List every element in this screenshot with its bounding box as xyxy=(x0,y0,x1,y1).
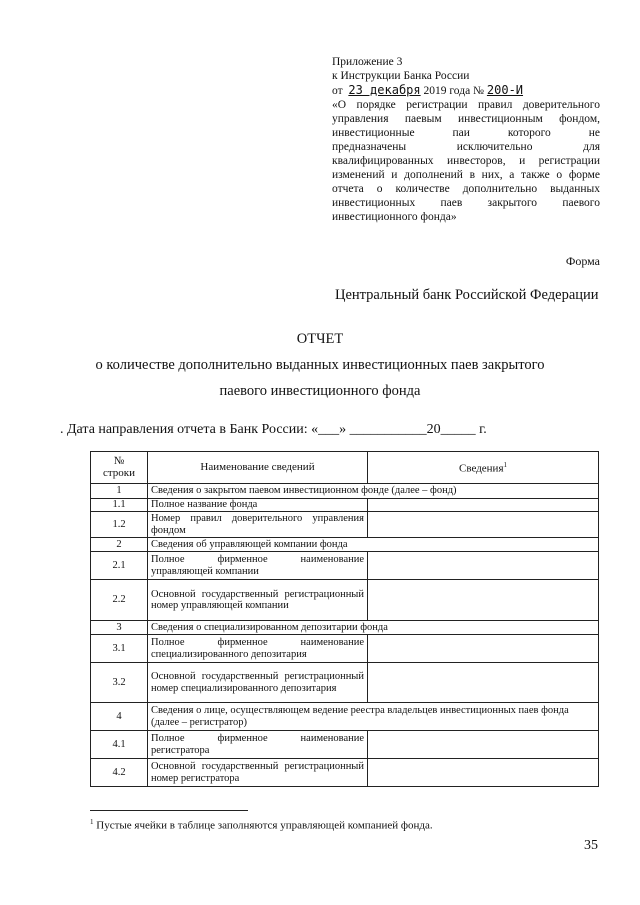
appendix-text-line: изменений и дополнений в них, а также о форме xyxy=(332,169,600,181)
header-info-name: Наименование сведений xyxy=(148,452,368,484)
bank-name: Центральный банк Российской Федерации xyxy=(335,287,599,303)
empty-value-cell[interactable] xyxy=(368,512,599,538)
page-number: 35 xyxy=(584,838,598,853)
report-table xyxy=(90,451,599,787)
report-title: ОТЧЕТ xyxy=(296,331,344,347)
report-subtitle-line1: о количестве дополнительно выданных инвестиционных паев закрытого xyxy=(95,357,545,373)
table-row xyxy=(91,499,599,512)
section-heading: Сведения об управляющей компании фонда xyxy=(148,538,599,552)
appendix-text-line: предназначены исключительно для xyxy=(332,141,600,153)
table-row xyxy=(91,621,599,635)
header-row-number: № строки xyxy=(91,452,148,484)
year-text: 2019 года № xyxy=(423,85,485,97)
appendix-block xyxy=(332,55,600,224)
appendix-text-line: инвестиционных паев закрытого паевого xyxy=(332,197,600,209)
row-number: 2.1 xyxy=(91,552,148,580)
empty-value-cell[interactable] xyxy=(368,499,599,512)
row-number: 2.2 xyxy=(91,580,148,621)
footnote-separator xyxy=(90,810,248,811)
appendix-number: Приложение 3 xyxy=(332,56,403,68)
table-row xyxy=(91,759,599,787)
section-heading: Сведения о специализированном депозитарии фонда xyxy=(148,621,599,635)
row-number: 3 xyxy=(91,621,148,635)
row-number: 4.1 xyxy=(91,731,148,759)
appendix-date-line xyxy=(332,83,600,98)
form-label: Форма xyxy=(565,254,600,268)
section-heading: Сведения о закрытом паевом инвестиционном фонде (далее – фонд) xyxy=(148,484,599,499)
row-label: Основной государственный регистрационный номер специализированного депозитария xyxy=(148,663,368,703)
empty-value-cell[interactable] xyxy=(368,635,599,663)
empty-value-cell[interactable] xyxy=(368,663,599,703)
empty-value-cell[interactable] xyxy=(368,731,599,759)
handwritten-date: 23 декабря xyxy=(348,83,421,97)
row-label: Основной государственный регистрационный номер регистратора xyxy=(148,759,368,787)
handwritten-number: 200-И xyxy=(486,83,524,97)
table-row xyxy=(91,484,599,499)
appendix-instruction: к Инструкции Банка России xyxy=(332,70,470,82)
submission-date-line: . Дата направления отчета в Банк России: «___» ___________20_____ г. xyxy=(60,422,487,437)
row-label: Основной государственный регистрационный номер управляющей компании xyxy=(148,580,368,621)
appendix-text-line: управления паевым инвестиционным фондом, xyxy=(332,113,600,125)
footnote-mark: 1 xyxy=(90,818,94,826)
row-number: 3.1 xyxy=(91,635,148,663)
footnote-text: Пустые ячейки в таблице заполняются управляющей компанией фонда. xyxy=(96,819,433,832)
row-label: Полное название фонда xyxy=(148,499,368,512)
row-label: Полное фирменное наименование управляющей компании xyxy=(148,552,368,580)
table-row xyxy=(91,703,599,731)
row-label: Полное фирменное наименование регистратора xyxy=(148,731,368,759)
table-row xyxy=(91,552,599,580)
appendix-text-line: инвестиционные паи которого не xyxy=(332,127,600,139)
appendix-text-line: квалифицированных инвесторов, и регистрации xyxy=(332,155,600,167)
empty-value-cell[interactable] xyxy=(368,759,599,787)
row-number: 4.2 xyxy=(91,759,148,787)
row-number: 1 xyxy=(91,484,148,499)
appendix-text-line: «О порядке регистрации правил доверительного xyxy=(332,99,600,111)
table-row xyxy=(91,663,599,703)
appendix-text-line: инвестиционного фонда» xyxy=(332,211,457,223)
row-number: 2 xyxy=(91,538,148,552)
footnote xyxy=(90,818,433,832)
empty-value-cell[interactable] xyxy=(368,552,599,580)
table-header-row xyxy=(91,452,599,484)
table-row xyxy=(91,580,599,621)
appendix-text-line: отчета о количестве дополнительно выданных xyxy=(332,183,600,195)
row-label: Номер правил доверительного управления фондом xyxy=(148,512,368,538)
row-number: 1.1 xyxy=(91,499,148,512)
section-heading: Сведения о лице, осуществляющем ведение реестра владельцев инвестиционных паев фонда (далее – регистратор) xyxy=(148,703,599,731)
header-info-value: Сведения$^1$ xyxy=(368,452,599,484)
from-prefix: от xyxy=(332,85,343,97)
row-label: Полное фирменное наименование специализированного депозитария xyxy=(148,635,368,663)
table-row xyxy=(91,635,599,663)
row-number: 4 xyxy=(91,703,148,731)
report-subtitle-line2: паевого инвестиционного фонда xyxy=(219,383,421,399)
row-number: 1.2 xyxy=(91,512,148,538)
empty-value-cell[interactable] xyxy=(368,580,599,621)
row-number: 3.2 xyxy=(91,663,148,703)
table-row xyxy=(91,538,599,552)
table-row xyxy=(91,512,599,538)
table-row xyxy=(91,731,599,759)
